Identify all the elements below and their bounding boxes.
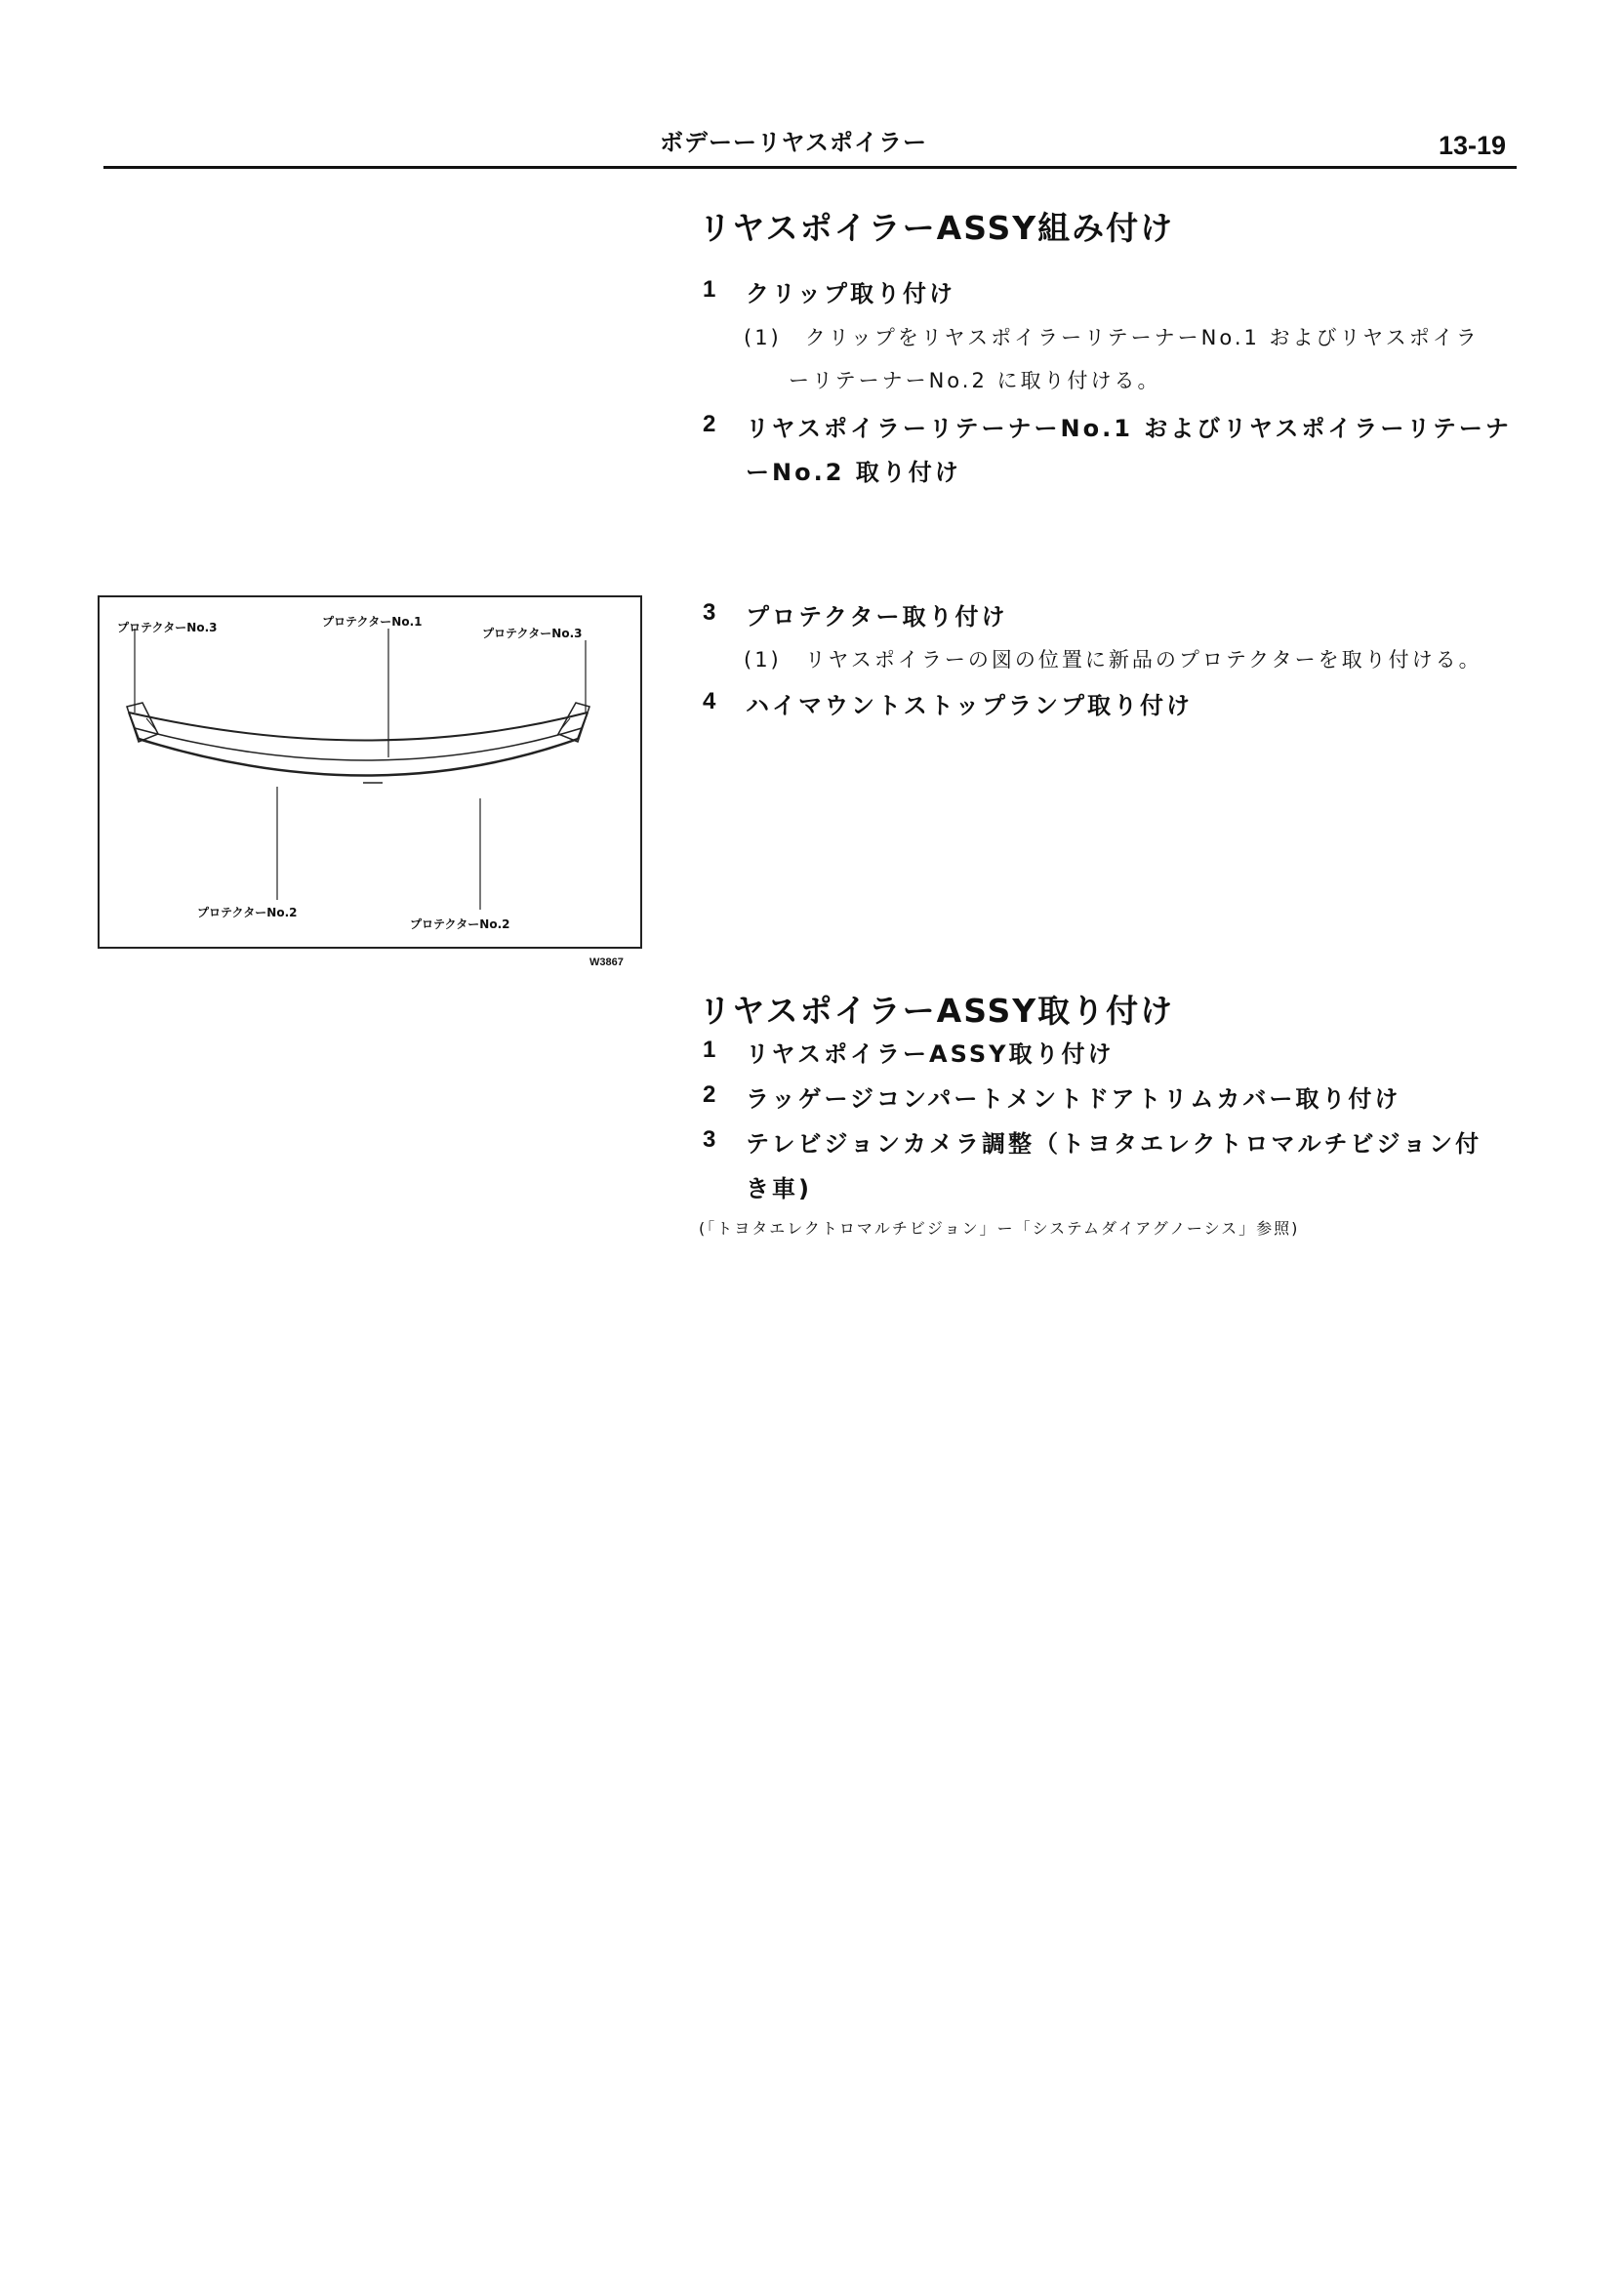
label-protector-no3-right: プロテクターNo.3	[482, 627, 583, 640]
install-step-3-line2: き車)	[746, 1175, 812, 1202]
spoiler-figure	[98, 595, 642, 949]
header-title: ボデーーリヤスポイラー	[660, 129, 928, 156]
assembly-step-4-text: ハイマウントストップランプ取り付け	[746, 692, 1194, 719]
assembly-step-3-text: プロテクター取り付け	[746, 603, 1008, 631]
label-protector-no3-left: プロテクターNo.3	[117, 621, 218, 634]
assembly-step-4-number: 4	[703, 688, 716, 714]
assembly-step-3-number: 3	[703, 599, 716, 626]
page-number: 13-19	[1439, 131, 1507, 160]
install-step-1-text: リヤスポイラーASSY取り付け	[746, 1040, 1115, 1068]
assembly-step-1-text: クリップ取り付け	[746, 280, 956, 307]
install-reference-note: (「トヨタエレクトロマルチビジョン」ー「システムダイアグノーシス」参照)	[699, 1219, 1300, 1238]
install-step-2-text: ラッゲージコンパートメントドアトリムカバー取り付け	[746, 1085, 1401, 1113]
install-step-3-number: 3	[703, 1126, 716, 1153]
assembly-step-1-sub-line1: (1) クリップをリヤスポイラーリテーナーNo.1 およびリヤスポイラ	[744, 326, 1480, 349]
rear-spoiler-illustration	[100, 597, 640, 947]
install-section-title: リヤスポイラーASSY取り付け	[699, 992, 1175, 1030]
assembly-step-3-sub-line1: (1) リヤスポイラーの図の位置に新品のプロテクターを取り付ける。	[744, 648, 1482, 672]
install-step-3-line1: テレビジョンカメラ調整（トヨタエレクトロマルチビジョン付	[746, 1130, 1482, 1158]
assembly-step-2-number: 2	[703, 411, 716, 437]
label-protector-no2-right: プロテクターNo.2	[410, 917, 510, 931]
assembly-section-title: リヤスポイラーASSY組み付け	[699, 209, 1175, 247]
install-step-2-number: 2	[703, 1081, 716, 1108]
label-protector-no2-left: プロテクターNo.2	[197, 906, 298, 919]
assembly-step-2-line1: リヤスポイラーリテーナーNo.1 およびリヤスポイラーリテーナ	[746, 415, 1512, 442]
install-step-1-number: 1	[703, 1037, 716, 1063]
assembly-step-1-sub-line2: ーリテーナーNo.2 に取り付ける。	[789, 369, 1161, 392]
header-rule	[103, 166, 1517, 169]
assembly-step-2-line2: ーNo.2 取り付け	[746, 459, 961, 486]
label-protector-no1: プロテクターNo.1	[322, 615, 423, 629]
figure-code: W3867	[589, 957, 624, 968]
assembly-step-1-number: 1	[703, 276, 716, 303]
